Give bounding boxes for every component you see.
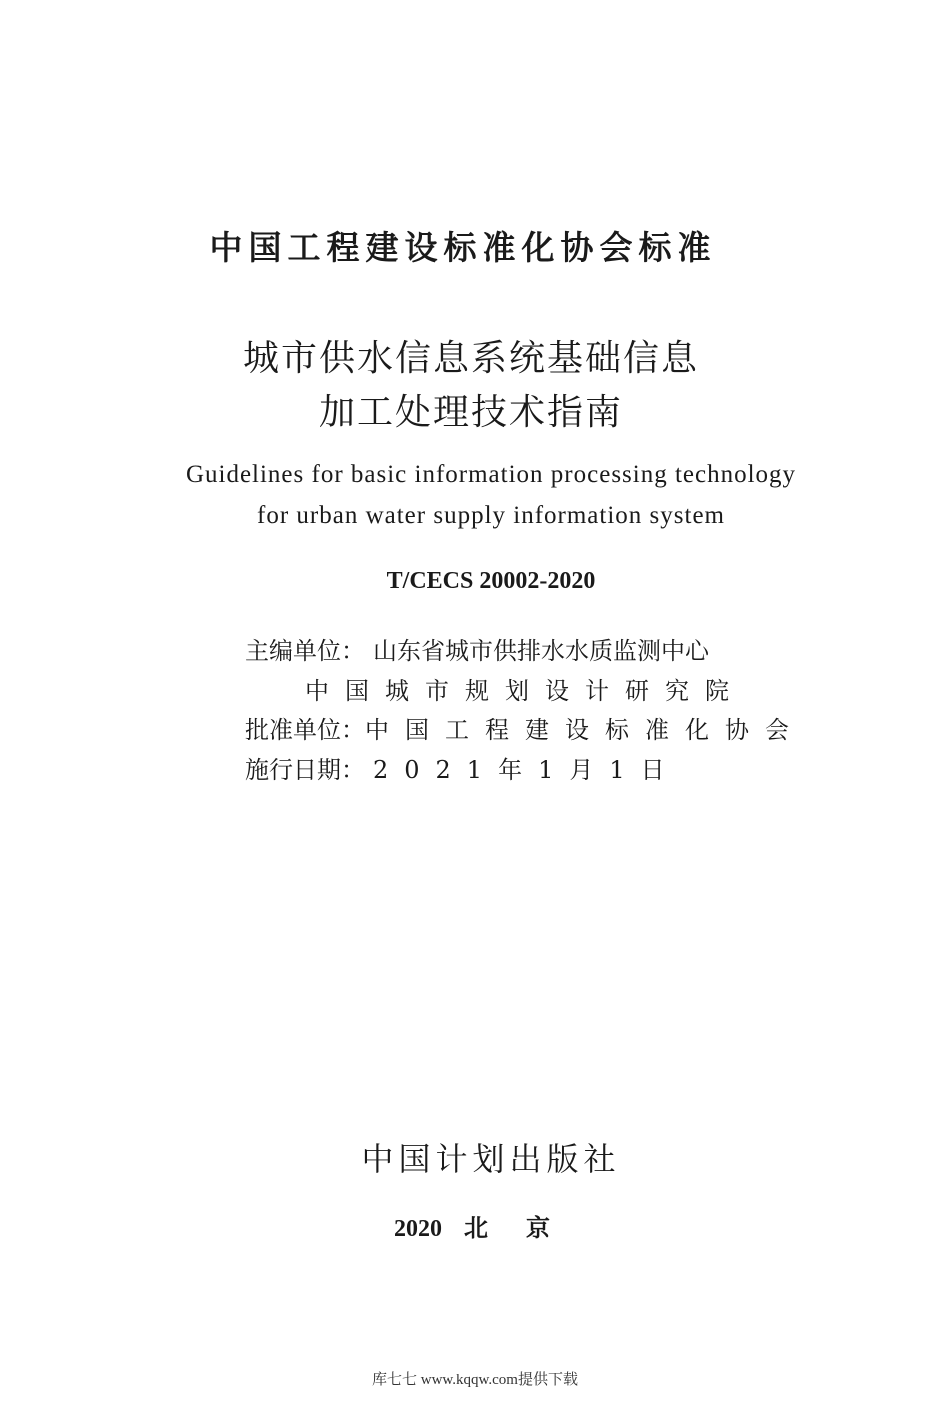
publication-year: 2020 [394, 1216, 442, 1242]
info-block [245, 632, 805, 790]
download-footer: 库七七 www.kqqw.com提供下载 [372, 1372, 578, 1388]
chief-unit-1: 山东省城市供排水水质监测中心 [373, 637, 709, 665]
standard-code: T/CECS 20002-2020 [386, 568, 596, 594]
effective-date: 2021年1月1日 [373, 755, 681, 784]
association-title: 中国工程建设标准化协会标准 [209, 228, 717, 267]
chief-unit-row [245, 632, 745, 672]
publication-place [16, 1208, 950, 1243]
effective-date-row [245, 751, 745, 791]
publisher-name: 中国计划出版社 [361, 1140, 621, 1178]
title-english-line-1: Guidelines for basic information processing technology [185, 461, 797, 488]
effective-date-label: 施行日期： [245, 755, 365, 784]
title-english-line-2: for urban water supply information system [257, 502, 725, 529]
chief-unit-row-2 [245, 672, 745, 712]
approve-unit-row [245, 711, 805, 751]
chief-unit-2: 中国城市规划设计研究院 [305, 676, 745, 705]
title-chinese-line-1: 城市供水信息系统基础信息 [242, 338, 699, 379]
publication-city: 北京 [464, 1216, 588, 1242]
approve-unit-label: 批准单位： [245, 716, 365, 744]
approve-unit: 中国工程建设标准化协会 [365, 716, 805, 744]
chief-unit-label: 主编单位： [245, 637, 365, 665]
title-chinese-line-2: 加工处理技术指南 [318, 392, 623, 433]
